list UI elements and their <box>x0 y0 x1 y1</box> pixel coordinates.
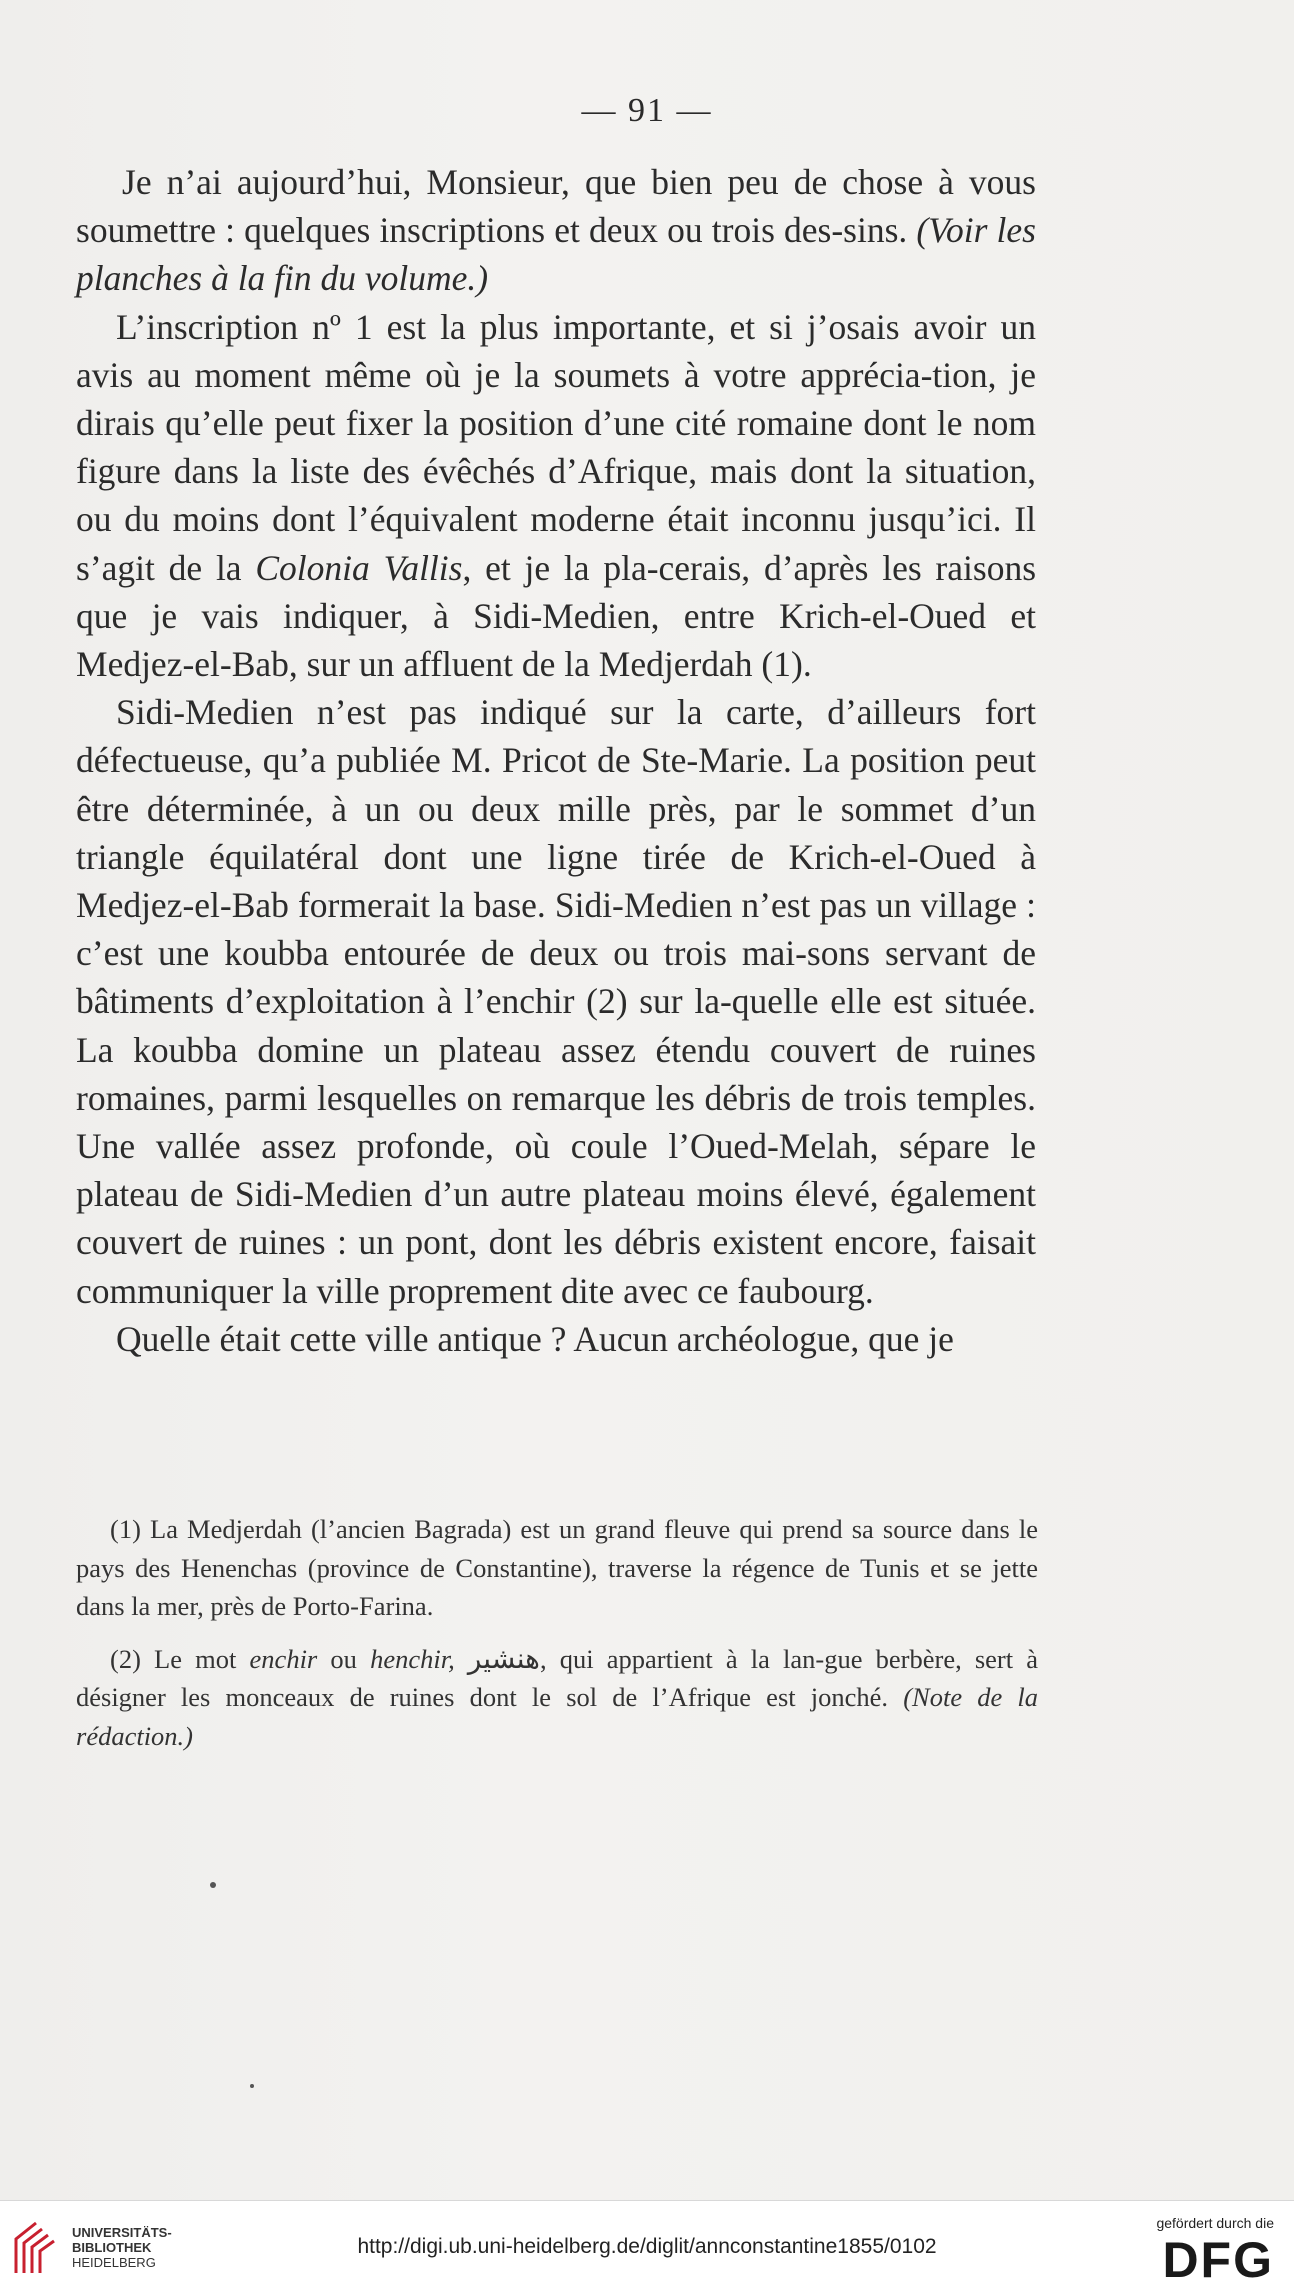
footnote-2-editorial-note: (Note de la rédaction.) <box>76 1682 1039 1751</box>
paragraph-1-text: Je n’ai aujourd’hui, Monsieur, que bien peu de chose à vous soumettre : quelques inscriptions et deux ou trois des-sins. <box>76 162 1036 251</box>
footnotes <box>76 1510 1038 1769</box>
footnote-2-word-henchir: henchir, <box>370 1643 455 1674</box>
footnote-2-arabic: هنشير <box>467 1641 540 1675</box>
paragraph-2 <box>76 303 1036 689</box>
library-name-line-1: UNIVERSITÄTS- <box>72 2225 172 2240</box>
footnote-2-body: , qui appartient à la lan-gue berbère, sert à désigner les monceaux de ruines dont le sol de l’Afrique est jonché. <box>76 1643 1039 1712</box>
footnote-2-or: ou <box>330 1643 357 1674</box>
scan-speck <box>250 2084 254 2088</box>
paragraph-2-italic: Colonia Vallis <box>255 547 463 588</box>
footnote-2-word-enchir: enchir <box>249 1643 318 1674</box>
footnote-2 <box>76 1640 1038 1756</box>
library-name-line-2: BIBLIOTHEK <box>72 2240 152 2255</box>
permalink-url[interactable]: http://digi.ub.uni-heidelberg.de/diglit/annconstantine1855/0102 <box>357 2235 937 2258</box>
dfg-logo: DFG <box>1162 2232 1274 2288</box>
library-name-line-3: HEIDELBERG <box>72 2255 156 2270</box>
footnote-1: (1) La Medjerdah (l’ancien Bagrada) est un grand fleuve qui prend sa source dans le pays des Henenchas (province de Constantine), traverse la régence de Tunis et se jette dans la mer, près de Porto-Farina. <box>76 1514 1038 1621</box>
main-text <box>76 158 1036 1363</box>
paragraph-4: Quelle était cette ville antique ? Aucun archéologue, que je <box>116 1318 954 1359</box>
paragraph-2-text: L’inscription nº 1 est la plus importante, et si j’osais avoir un avis au moment même où je la soumets à votre apprécia-tion, je dirais qu’elle peut fixer la position d’une cité romaine dont le nom figure dans la liste des évêchés d’Afrique, mais dont la situation, ou du moins dont l’équivalent moderne était inconnu jusqu’ici. Il s’agit de la <box>76 306 1036 588</box>
paragraph-3: Sidi-Medien n’est pas indiqué sur la carte, d’ailleurs fort défectueuse, qu’a publiée M. Pricot de Ste-Marie. La position peut être déterminée, à un ou deux mille près, par le sommet d’un triangle équilatéral dont une ligne tirée de Krich-el-Oued à Medjez-el-Bab formerait la base. Sidi-Medien n’est pas un village : c’est une koubba entourée de deux ou trois mai-sons servant de bâtiments d’exploitation à l’enchir (2) sur la-quelle elle est située. La koubba domine un plateau assez étendu couvert de ruines romaines, parmi lesquelles on remarque les débris de trois temples. Une vallée assez profonde, où coule l’Oued-Melah, sépare le plateau de Sidi-Medien d’un autre plateau moins élevé, également couvert de ruines : un pont, dont les débris existent encore, faisait communiquer la ville proprement dite avec ce faubourg. <box>76 692 1036 1311</box>
paragraph-1 <box>76 158 1036 303</box>
funding-label: gefördert durch die <box>1156 2215 1274 2231</box>
paragraph-1-italic: (Voir les planches à la fin du volume.) <box>76 210 1036 299</box>
viewer-footer <box>0 2200 1294 2293</box>
footnote-2-lead: (2) Le mot <box>110 1643 237 1674</box>
page-number: — 91 — <box>581 92 713 129</box>
paragraph-2-tail: , et je la pla-cerais, d’après les raisons que je vais indiquer, à Sidi-Medien, entre Krich-el-Oued et Medjez-el-Bab, sur un affluent de la Medjerdah (1). <box>76 547 1037 685</box>
scan-speck <box>210 1882 216 1888</box>
